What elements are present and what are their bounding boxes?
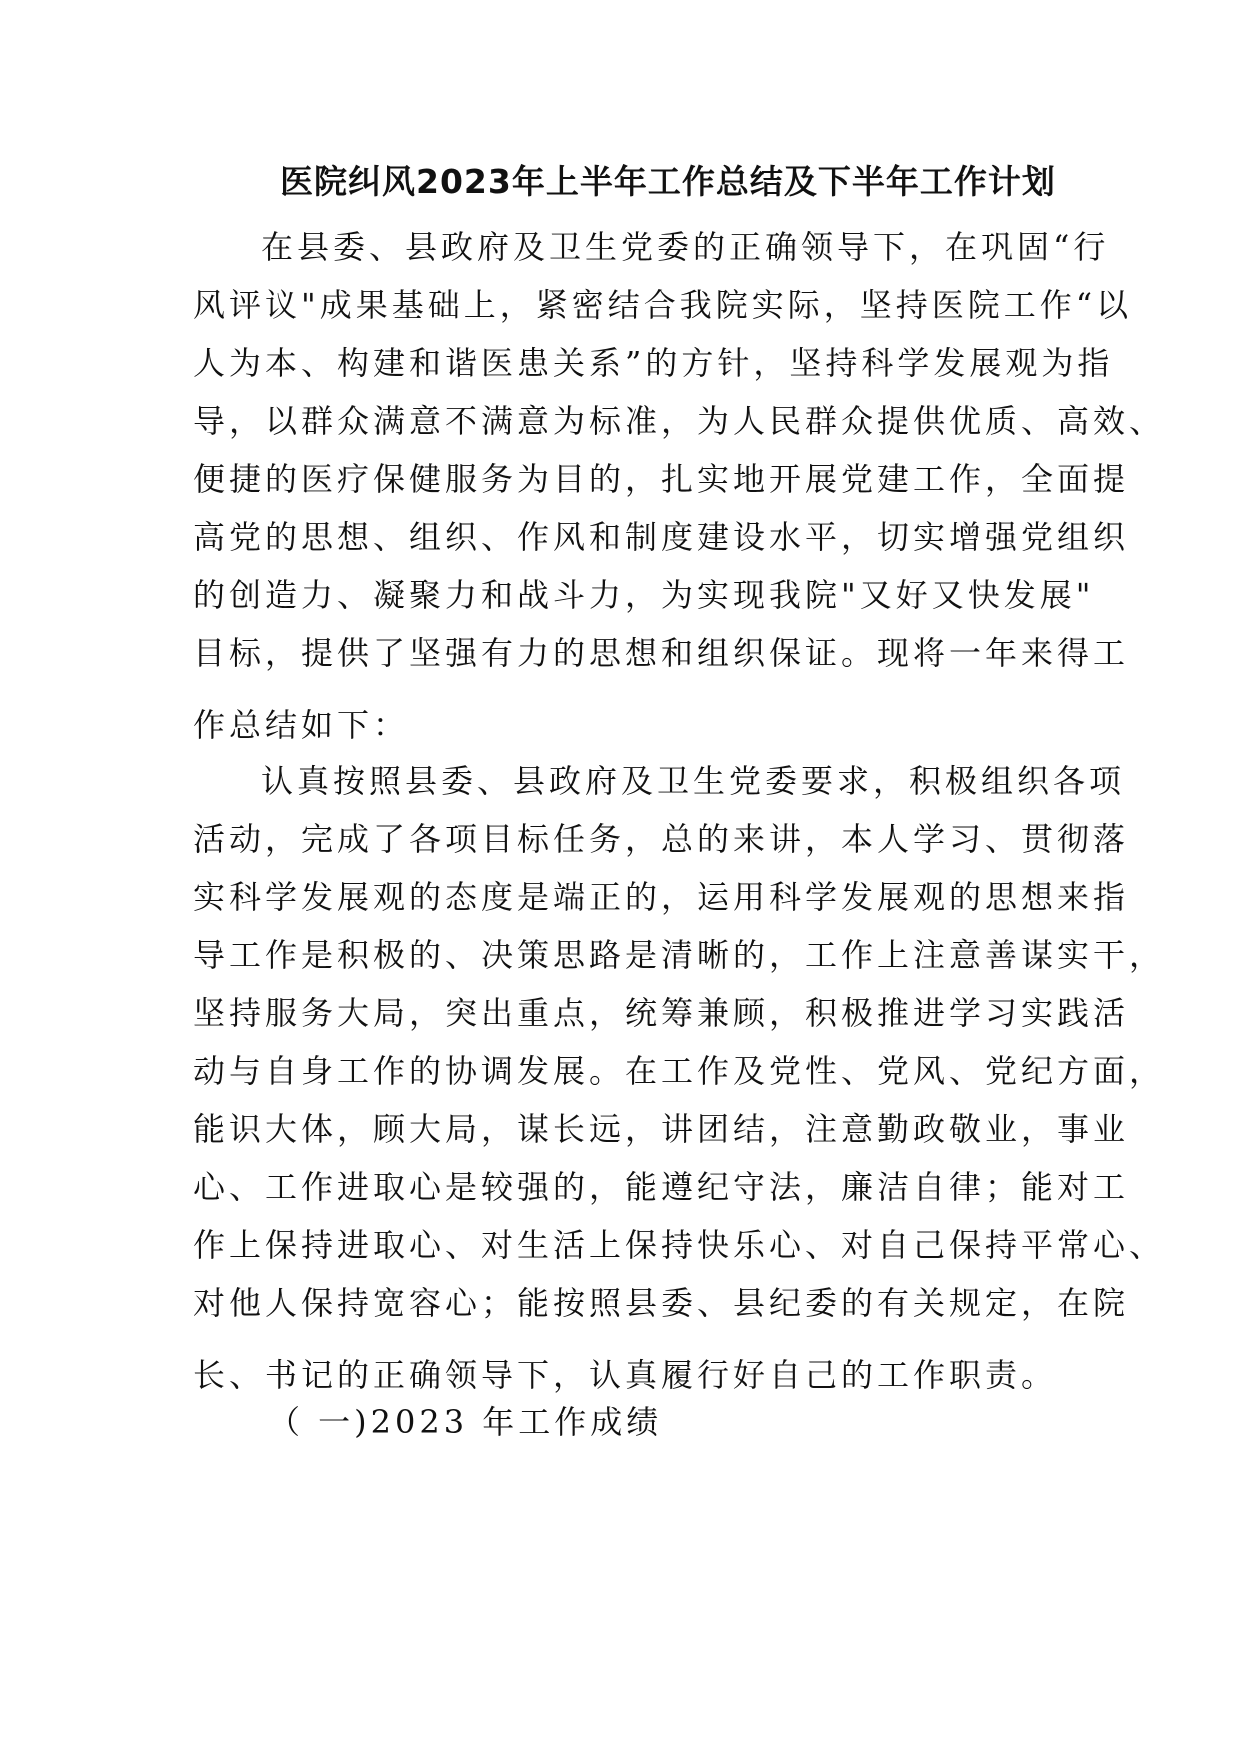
- paragraph-2-line: 导工作是积极的、决策思路是清晰的，工作上注意善谋实干，: [193, 936, 1166, 974]
- section-heading: （ 一)2023 年工作成绩: [268, 1403, 663, 1441]
- paragraph-2-line: 动与自身工作的协调发展。在工作及党性、党风、党纪方面，: [193, 1052, 1166, 1090]
- paragraph-1-line: 便捷的医疗保健服务为目的，扎实地开展党建工作，全面提: [193, 460, 1130, 498]
- paragraph-1-line: 导，以群众满意不满意为标准，为人民群众提供优质、高效、: [193, 402, 1166, 440]
- paragraph-2-line: 活动，完成了各项目标任务，总的来讲，本人学习、贯彻落: [193, 820, 1130, 858]
- paragraph-2-line: 实科学发展观的态度是端正的，运用科学发展观的思想来指: [193, 878, 1130, 916]
- paragraph-2-line: 心、工作进取心是较强的，能遵纪守法，廉洁自律；能对工: [193, 1168, 1130, 1206]
- paragraph-1-line: 风评议"成果基础上，紧密结合我院实际，坚持医院工作“以: [193, 286, 1133, 324]
- paragraph-2-line: 长、书记的正确领导下，认真履行好自己的工作职责。: [193, 1356, 1058, 1394]
- paragraph-1-line: 在县委、县政府及卫生党委的正确领导下，在巩固“行: [261, 228, 1110, 266]
- paragraph-2-line: 能识大体，顾大局，谋长远，讲团结，注意勤政敬业，事业: [193, 1110, 1130, 1148]
- paragraph-2: [193, 752, 1166, 1404]
- paragraph-2-line: 对他人保持宽容心；能按照县委、县纪委的有关规定，在院: [193, 1284, 1130, 1322]
- paragraph-1-line: 人为本、构建和谐医患关系”的方针，坚持科学发展观为指: [193, 344, 1114, 382]
- paragraph-1-line: 的创造力、凝聚力和战斗力，为实现我院"又好又快发展": [193, 576, 1095, 614]
- paragraph-1: [193, 218, 1166, 754]
- paragraph-2-line: 作上保持进取心、对生活上保持快乐心、对自己保持平常心、: [193, 1226, 1166, 1264]
- paragraph-2-line: 坚持服务大局，突出重点，统筹兼顾，积极推进学习实践活: [193, 994, 1130, 1032]
- paragraph-1-line: 目标，提供了坚强有力的思想和组织保证。现将一年来得工: [193, 634, 1130, 672]
- paragraph-1-line: 高党的思想、组织、作风和制度建设水平，切实增强党组织: [193, 518, 1130, 556]
- paragraph-2-line: 认真按照县委、县政府及卫生党委要求，积极组织各项: [261, 762, 1126, 800]
- document-title: 医院纠风2023年上半年工作总结及下半年工作计划: [280, 162, 1056, 201]
- paragraph-1-line: 作总结如下：: [193, 706, 410, 744]
